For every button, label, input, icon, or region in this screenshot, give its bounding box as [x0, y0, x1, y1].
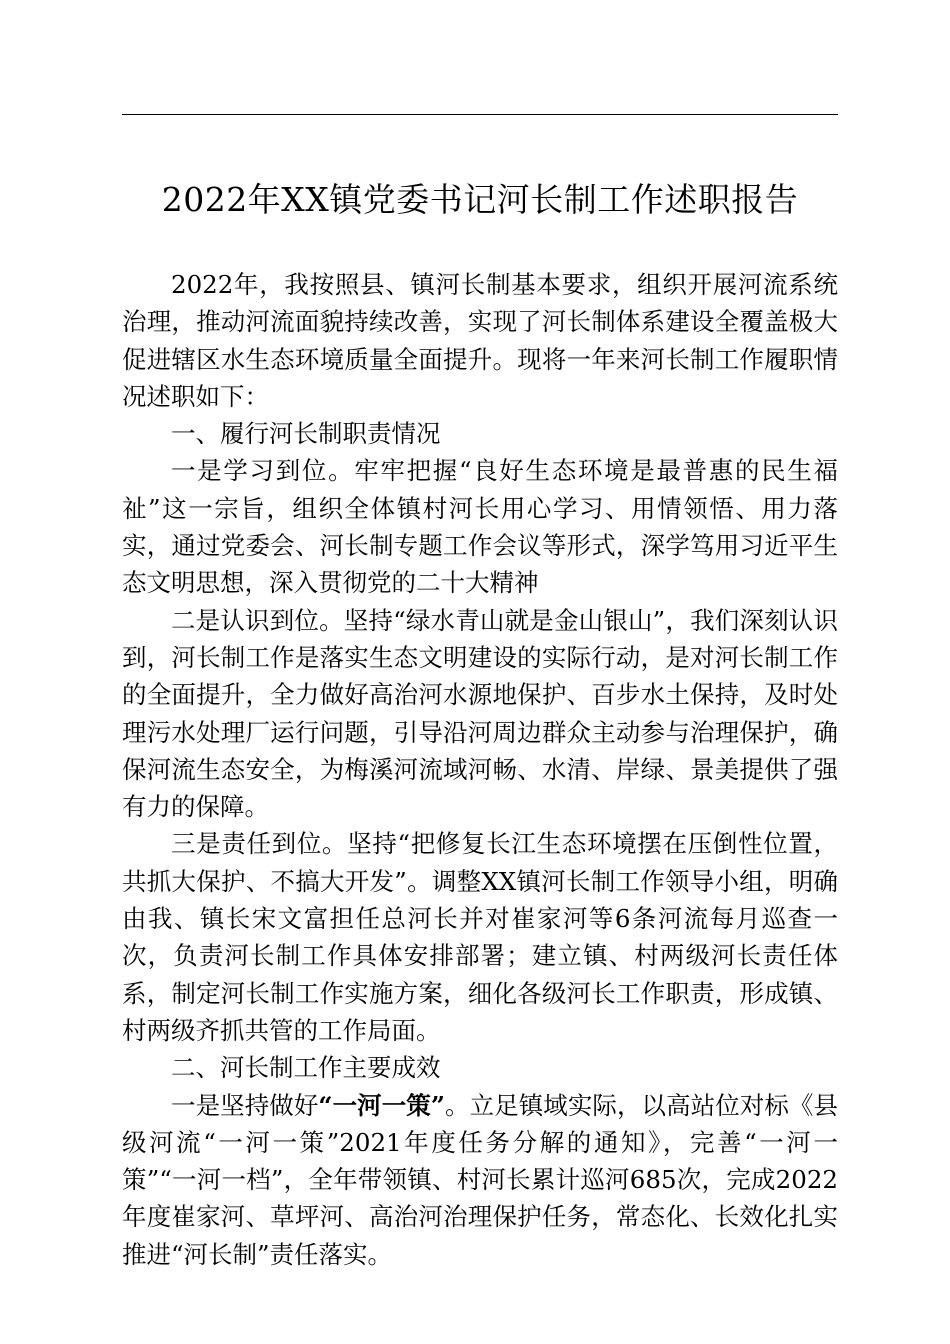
intro-paragraph: 2022年，我按照县、镇河长制基本要求，组织开展河流系统治理，推动河流面貌持续改善，实现了河长制体系建设全覆盖极大促进辖区水生态环境质量全面提升。现将一年来河长制工作履职情况述职如下： [122, 270, 838, 411]
document-body [122, 266, 838, 1273]
paragraph-lead: 一是坚持做好 [171, 1090, 319, 1120]
header-rule [122, 114, 838, 115]
section-heading-duties: 一、履行河长制职责情况 [171, 419, 441, 449]
section-heading-results: 二、河长制工作主要成效 [171, 1053, 441, 1083]
paragraph-awareness: 二是认识到位。坚持“绿水青山就是金山银山”，我们深刻认识到，河长制工作是落实生态文明建设的实际行动，是对河长制工作的全面提升，全力做好高治河水源地保护、百步水土保持，及时处理污水处理厂运行问题，引导沿河周边群众主动参与治理保护，确保河流生态安全，为梅溪河流域河畅、水清、岸绿、景美提供了强有力的保障。 [122, 605, 838, 822]
paragraph-rest: 。立足镇域实际，以高站位对标《县级河流“一河一策”2021年度任务分解的通知》，完善“一河一策”“一河一档”，全年带领镇、村河长累计巡河685次，完成2022年度崔家河、草坪河、高治河治理保护任务，常态化、长效化扎实推进“河长制”责任落实。 [122, 1090, 839, 1269]
document-title: 2022年XX镇党委书记河长制工作述职报告 [161, 180, 799, 219]
paragraph-one-river-one-policy [122, 1087, 838, 1273]
bold-quote: “一河一策” [318, 1090, 445, 1120]
paragraph-responsibility: 三是责任到位。坚持“把修复长江生态环境摆在压倒性位置，共抓大保护、不搞大开发”。调整XX镇河长制工作领导小组，明确由我、镇长宋文富担任总河长并对崔家河等6条河流每月巡查一次，负责河长制工作具体安排部署；建立镇、村两级河长责任体系，制定河长制工作实施方案，细化各级河长工作职责，形成镇、村两级齐抓共管的工作局面。 [122, 829, 838, 1045]
paragraph-study: 一是学习到位。牢牢把握“良好生态环境是最普惠的民生福祉”这一宗旨，组织全体镇村河长用心学习、用情领悟、用力落实，通过党委会、河长制专题工作会议等形式，深学笃用习近平生态文明思想，深入贯彻党的二十大精神 [122, 456, 838, 598]
